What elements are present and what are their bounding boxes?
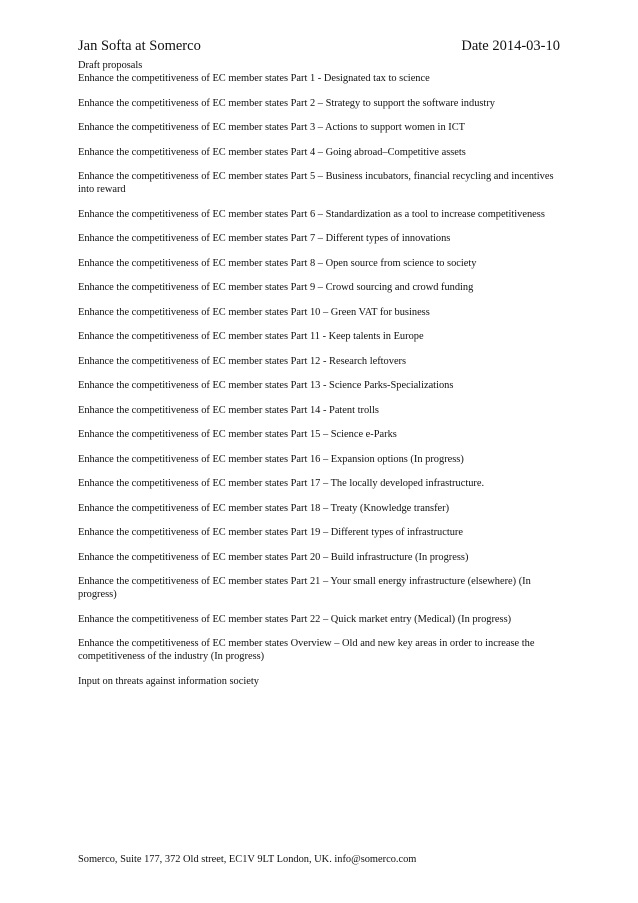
list-item: Enhance the competitiveness of EC member states Part 12 - Research leftovers bbox=[78, 355, 407, 367]
list-item: Enhance the competitiveness of EC member states Part 18 – Treaty (Knowledge transfer) bbox=[78, 502, 450, 514]
page-header bbox=[78, 38, 560, 55]
list-item: Enhance the competitiveness of EC member states Part 4 – Going abroad–Competitive assets bbox=[78, 146, 466, 158]
list-item: Enhance the competitiveness of EC member states Part 21 – Your small energy infrastructure (elsewhere) (In progress) bbox=[78, 576, 531, 600]
list-item: Enhance the competitiveness of EC member states Part 11 - Keep talents in Europe bbox=[78, 331, 424, 342]
list-item: Enhance the competitiveness of EC member states Part 22 – Quick market entry (Medical) (In progress) bbox=[78, 613, 512, 625]
list-item: Enhance the competitiveness of EC member states Part 9 – Crowd sourcing and crowd funding bbox=[78, 282, 474, 293]
list-item: Enhance the competitiveness of EC member states Part 6 – Standardization as a tool to increase competitiveness bbox=[78, 208, 545, 220]
list-item: Enhance the competitiveness of EC member states Part 16 – Expansion options (In progress) bbox=[78, 453, 464, 465]
list-item: Enhance the competitiveness of EC member states Part 2 – Strategy to support the software industry bbox=[78, 97, 495, 109]
author-line: Jan Softa at Somerco bbox=[78, 38, 201, 54]
list-item: Enhance the competitiveness of EC member states Part 14 - Patent trolls bbox=[78, 404, 379, 416]
document-date: Date 2014-03-10 bbox=[461, 38, 560, 54]
list-item: Enhance the competitiveness of EC member states Overview – Old and new key areas in order to increase the competitiveness of the industry (In progress) bbox=[78, 638, 535, 662]
list-item: Enhance the competitiveness of EC member states Part 15 – Science e-Parks bbox=[78, 429, 397, 440]
list-item: Enhance the competitiveness of EC member states Part 13 - Science Parks-Specializations bbox=[78, 380, 454, 391]
list-item: Enhance the competitiveness of EC member states Part 20 – Build infrastructure (In progress) bbox=[78, 551, 469, 563]
intro-text: Draft proposals bbox=[78, 60, 143, 71]
list-item: Enhance the competitiveness of EC member states Part 10 – Green VAT for business bbox=[78, 306, 430, 318]
proposal-list bbox=[78, 59, 560, 699]
list-item: Enhance the competitiveness of EC member states Part 5 – Business incubators, financial recycling and incentives into reward bbox=[78, 171, 554, 195]
list-item: Enhance the competitiveness of EC member states Part 19 – Different types of infrastructure bbox=[78, 527, 464, 538]
list-item: Enhance the competitiveness of EC member states Part 8 – Open source from science to society bbox=[78, 257, 477, 269]
list-item: Enhance the competitiveness of EC member states Part 7 – Different types of innovations bbox=[78, 233, 451, 244]
list-item: Input on threats against information society bbox=[78, 675, 259, 687]
list-item: Enhance the competitiveness of EC member states Part 1 - Designated tax to science bbox=[78, 73, 430, 84]
list-item: Enhance the competitiveness of EC member states Part 3 – Actions to support women in ICT bbox=[78, 122, 465, 133]
page-footer: Somerco, Suite 177, 372 Old street, EC1V 9LT London, UK. info@somerco.com bbox=[78, 854, 417, 865]
list-item: Enhance the competitiveness of EC member states Part 17 – The locally developed infrastructure. bbox=[78, 478, 485, 489]
